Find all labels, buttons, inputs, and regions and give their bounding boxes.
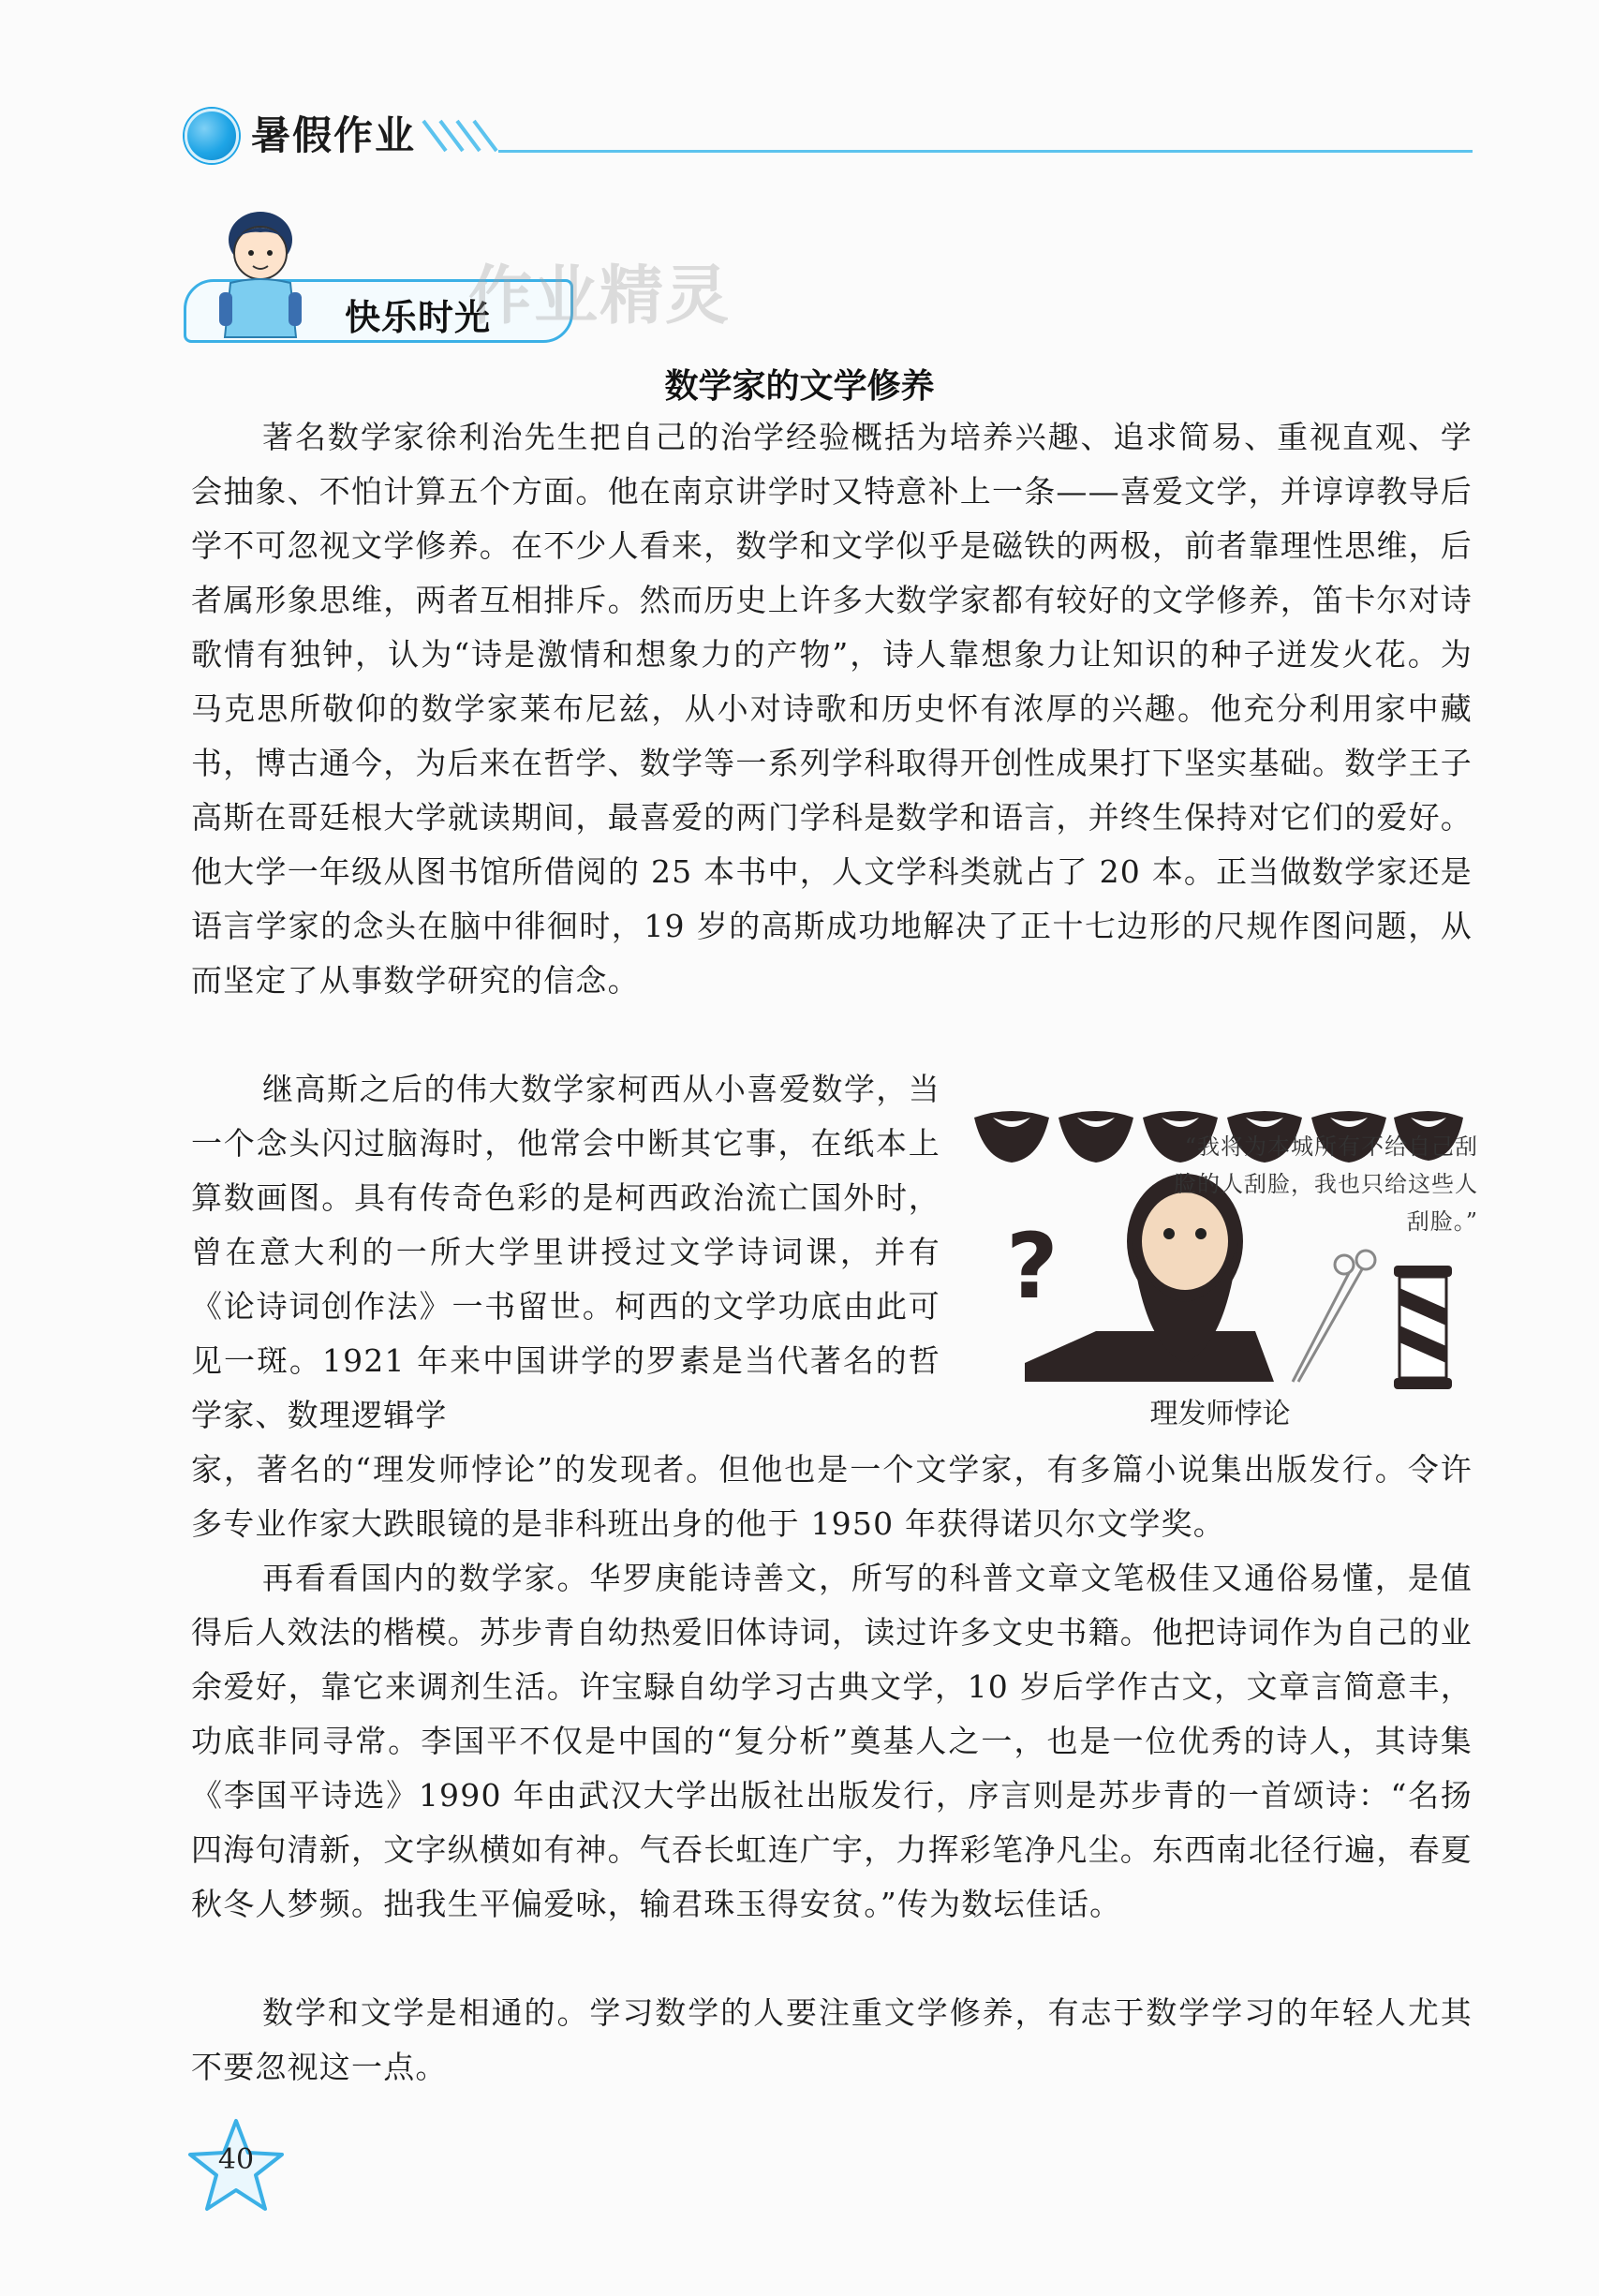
section-label: 快乐时光 [345, 297, 492, 338]
paragraph-2-continued: 家，著名的“理发师悖论”的发现者。但他也是一个文学家，有多篇小说集出版发行。令许多专业作家大跌眼镜的是非科班出身的他于 1950 年获得诺贝尔文学奖。 [191, 1451, 1473, 1542]
paragraph-4: 数学和文学是相通的。学习数学的人要注重文学修养，有志于数学学习的年轻人尤其不要忽视这一点。 [191, 1994, 1473, 2085]
scissors-icon [1293, 1251, 1375, 1382]
barber-quote: “我将为本城所有不给自己刮脸的人刮脸，我也只给这些人刮脸。” [1174, 1133, 1478, 1235]
header-stripes-icon [420, 117, 504, 155]
figure-caption: 理发师悖论 [1149, 1398, 1291, 1430]
barber-pole-icon [1394, 1266, 1452, 1389]
header-rule [498, 150, 1473, 153]
header-circle-icon [185, 109, 239, 163]
boy-mascot-icon [202, 206, 324, 342]
header-title: 暑假作业 [251, 112, 417, 158]
article-title: 数学家的文学修养 [664, 367, 935, 406]
question-mark-icon: ? [1006, 1214, 1059, 1319]
page-number: 40 [217, 2143, 255, 2176]
watermark: 作业精灵 [468, 259, 732, 333]
barber-shoulders [1025, 1331, 1274, 1382]
paragraph-3: 再看看国内的数学家。华罗庚能诗善文，所写的科普文章文笔极佳又通俗易懂，是值得后人效法的楷模。苏步青自幼热爱旧体诗词，读过许多文史书籍。他把诗词作为自己的业余爱好，靠它来调剂生活。许宝騄自幼学习古典文学，10 岁后学作古文，文章言简意丰，功底非同寻常。李国平不仅是中国的“复分析”奠基人之一，也是一位优秀的诗人，其诗集《李国平诗选》1990 年由武汉大学出版社出版发行，序言则是苏步青的一首颂诗：“名扬四海句清新，文字纵横如有神。气吞长虹连广宇，力挥彩笔净凡尘。东西南北径行遍，春夏秋冬人梦频。拙我生平偏爱咏，输君珠玉得安贫。”传为数坛佳话。 [191, 1560, 1473, 1922]
paragraph-1: 著名数学家徐利治先生把自己的治学经验概括为培养兴趣、追求简易、重视直观、学会抽象、不怕计算五个方面。他在南京讲学时又特意补上一条——喜爱文学，并谆谆教导后学不可忽视文学修养。在不少人看来，数学和文学似乎是磁铁的两极，前者靠理性思维，后者属形象思维，两者互相排斥。然而历史上许多大数学家都有较好的文学修养，笛卡尔对诗歌情有独钟，认为“诗是激情和想象力的产物”，诗人靠想象力让知识的种子迸发火花。为马克思所敬仰的数学家莱布尼兹，从小对诗歌和历史怀有浓厚的兴趣。他充分利用家中藏书，博古通今，为后来在哲学、数学等一系列学科取得开创性成果打下坚实基础。数学王子高斯在哥廷根大学就读期间，最喜爱的两门学科是数学和语言，并终生保持对它们的爱好。他大学一年级从图书馆所借阅的 25 本书中，人文学科类就占了 20 本。正当做数学家还是语言学家的念头在脑中徘徊时，19 岁的高斯成功地解决了正十七边形的尺规作图问题，从而坚定了从事数学研究的信念。 [191, 419, 1473, 999]
paragraph-2: 继高斯之后的伟大数学家柯西从小喜爱数学，当一个念头闪过脑海时，他常会中断其它事，在纸本上算数画图。具有传奇色彩的是柯西政治流亡国外时，曾在意大利的一所大学里讲授过文学诗词课，并有《论诗词创作法》一书留世。柯西的文学功底由此可见一斑。1921 年来中国讲学的罗素是当代著名的哲学家、数理逻辑学 [191, 1071, 940, 1433]
